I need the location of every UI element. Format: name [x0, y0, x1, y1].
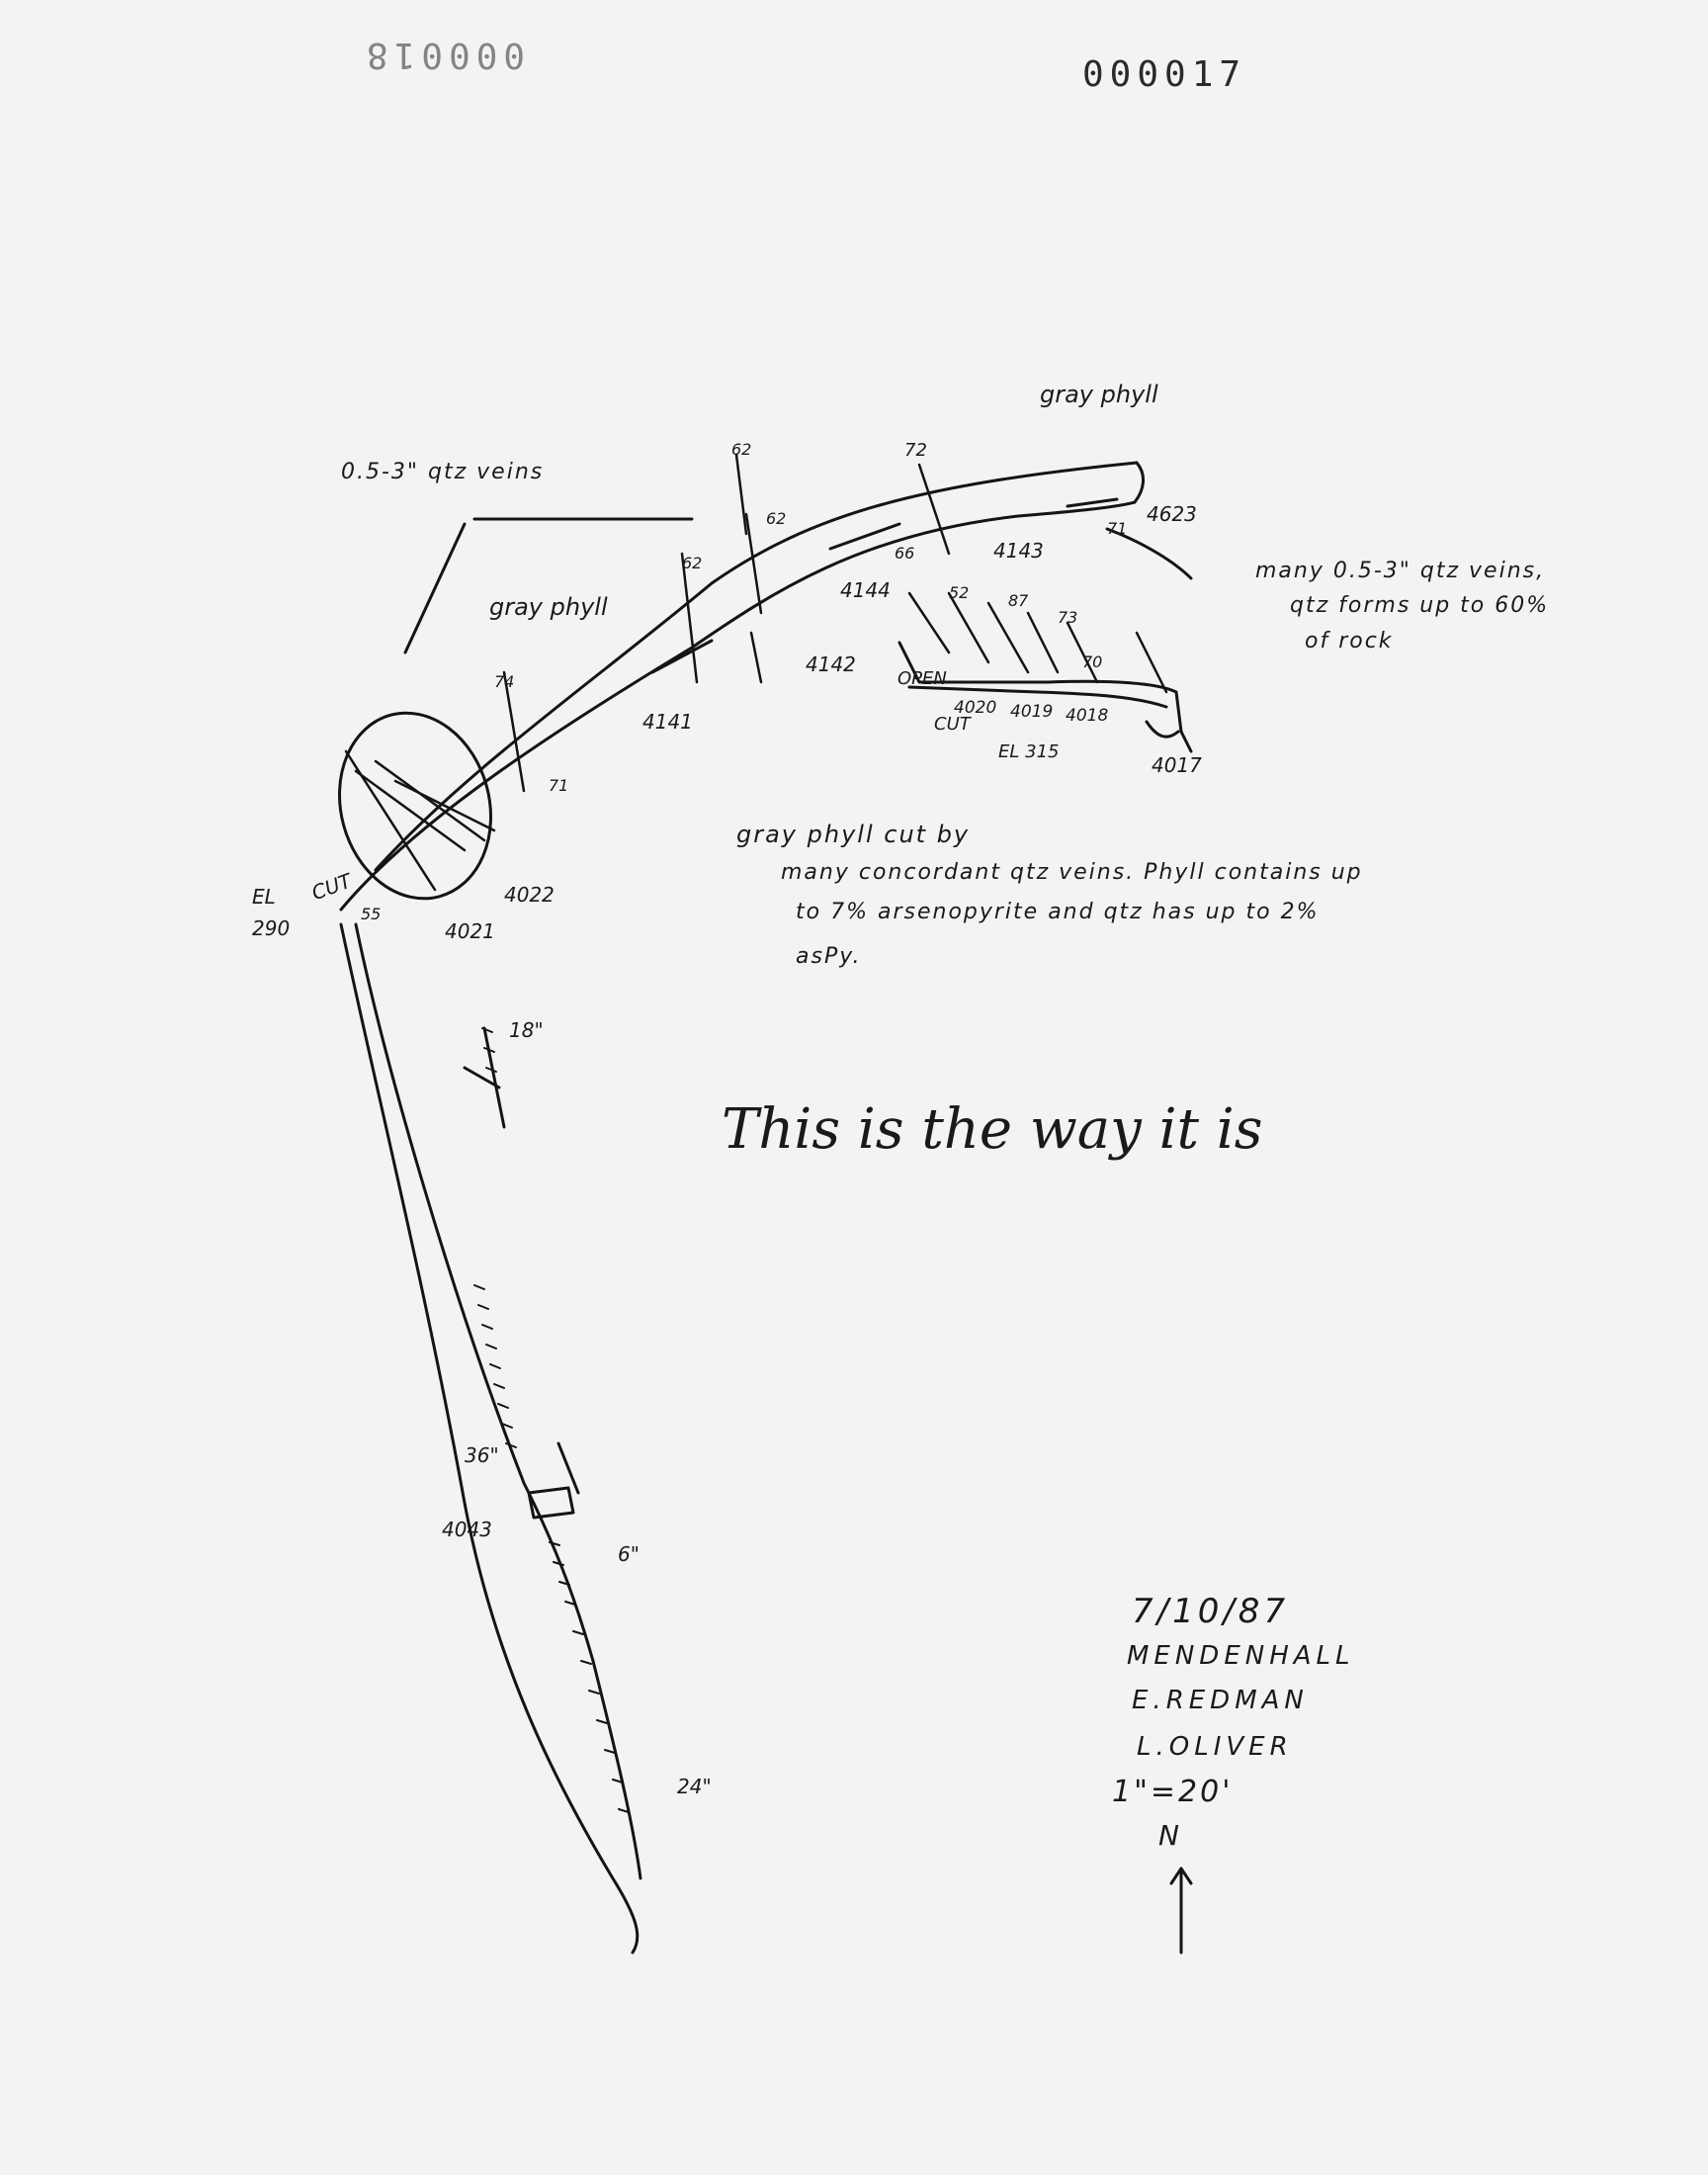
- label-open: OPEN: [897, 668, 947, 689]
- label-el-315: EL 315: [998, 741, 1060, 762]
- sample-4017: 4017: [1152, 753, 1202, 777]
- map-scale: 1"=20': [1112, 1775, 1234, 1809]
- label-el: EL: [252, 885, 276, 909]
- sample-4020: 4020: [954, 698, 997, 718]
- date: 7/10/87: [1132, 1592, 1290, 1631]
- label-veins-left: 0.5-3" qtz veins: [341, 460, 545, 484]
- note-right-line3: of rock: [1305, 629, 1394, 653]
- sample-4623: 4623: [1147, 502, 1197, 526]
- leader-veins-left: [405, 524, 465, 652]
- dip-62c: 62: [682, 554, 703, 572]
- adit-end-cap: [1135, 463, 1144, 502]
- dip-72: 72: [904, 440, 927, 461]
- sample-4018: 4018: [1066, 706, 1109, 726]
- dip-62b: 62: [766, 509, 787, 528]
- note-right-line1: many 0.5-3" qtz veins,: [1255, 559, 1546, 583]
- sample-4141: 4141: [642, 710, 693, 734]
- sample-4142: 4142: [806, 652, 856, 676]
- sample-4144: 4144: [840, 578, 891, 602]
- sample-4021: 4021: [445, 919, 495, 943]
- dip-62a: 62: [731, 440, 752, 459]
- location: MENDENHALL: [1127, 1641, 1355, 1671]
- sample-4143: 4143: [993, 539, 1044, 563]
- dip-71b: 71: [549, 776, 569, 795]
- dip-71a: 71: [1107, 519, 1128, 538]
- caption: This is the way it is: [722, 1097, 1263, 1162]
- traverse-line-right: [356, 924, 640, 1878]
- sample-box-4043: [529, 1488, 573, 1518]
- thickness-24in: 24": [677, 1775, 712, 1798]
- traverse-line-left: [341, 924, 638, 1953]
- note-line4: asPy.: [796, 944, 862, 969]
- note-line1: gray phyll cut by: [736, 821, 971, 848]
- dip-74: 74: [494, 672, 515, 691]
- thickness-36in: 36": [465, 1443, 499, 1467]
- label-gray-phyll-top: gray phyll: [1040, 381, 1158, 408]
- thickness-6in: 6": [618, 1542, 640, 1566]
- note-line2: many concordant qtz veins. Phyll contains up: [781, 860, 1363, 885]
- note-right-line2: qtz forms up to 60%: [1290, 593, 1550, 618]
- adit-inner-line: [652, 641, 712, 672]
- dip-55: 55: [361, 905, 382, 923]
- dip-87: 87: [1008, 591, 1029, 610]
- dip-73: 73: [1058, 608, 1078, 627]
- label-cut-right: CUT: [934, 714, 971, 735]
- label-gray-phyll-mid: gray phyll: [489, 593, 608, 621]
- sample-4019: 4019: [1010, 702, 1054, 722]
- author-2: L.OLIVER: [1137, 1732, 1293, 1762]
- thickness-18in: 18": [509, 1018, 544, 1042]
- author-1: E.REDMAN: [1132, 1686, 1309, 1715]
- page-number-stamp: 000017: [1082, 54, 1247, 95]
- note-line3: to 7% arsenopyrite and qtz has up to 2%: [796, 900, 1320, 924]
- dip-52: 52: [949, 583, 970, 602]
- north-label: N: [1158, 1819, 1179, 1852]
- sample-4043: 4043: [442, 1518, 492, 1541]
- dip-66: 66: [895, 544, 915, 563]
- label-el-290: 290: [252, 916, 291, 940]
- label-cut-left: CUT: [308, 868, 355, 906]
- dip-70: 70: [1082, 652, 1103, 671]
- mirrored-stamp: 000018: [361, 35, 526, 75]
- sample-4022: 4022: [504, 883, 555, 907]
